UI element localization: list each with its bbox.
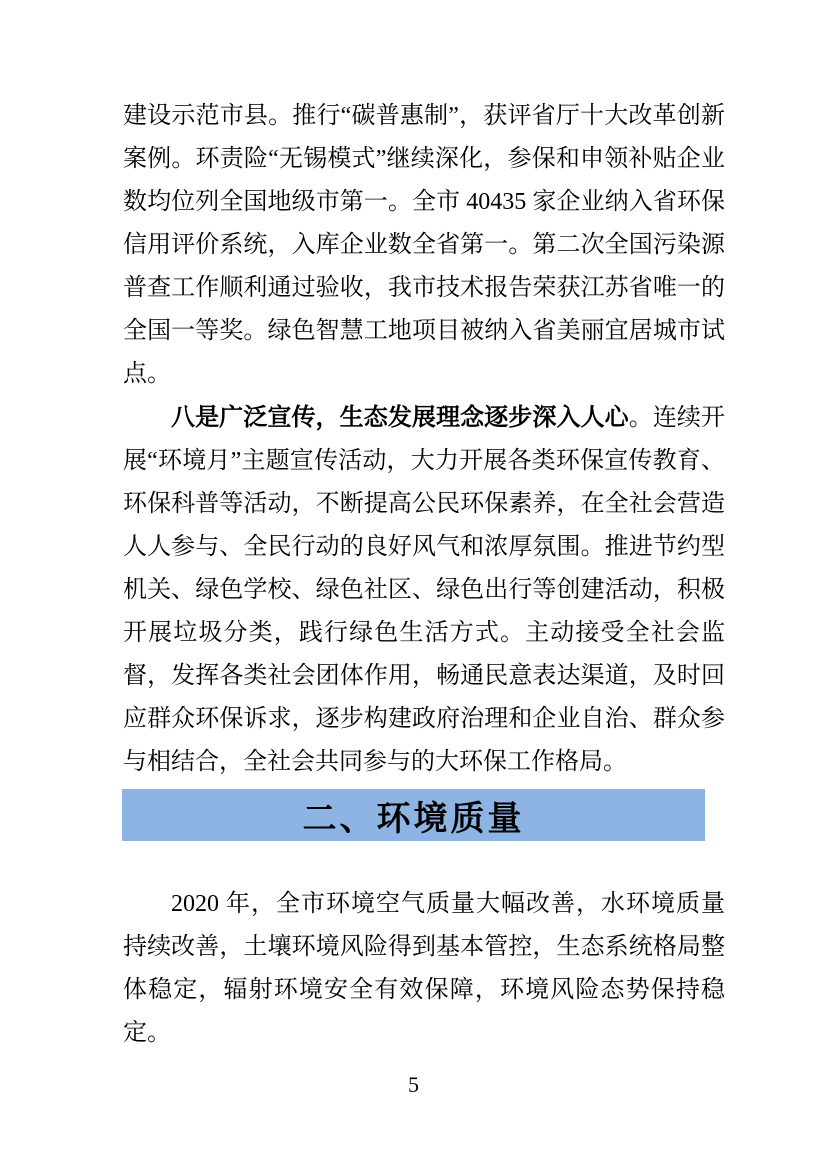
- paragraph-eight-body: 。连续开展“环境月”主题宣传活动，大力开展各类环保宣传教育、环保科普等活动，不断提高公民环保素养，在全社会营造人人参与、全民行动的良好风气和浓厚氛围。推进节约型机关、绿色学校、绿色社区、绿色出行等创建活动，积极开展垃圾分类，践行绿色生活方式。主动接受全社会监督，发挥各类社会团体作用，畅通民意表达渠道，及时回应群众环保诉求，逐步构建政府治理和企业自治、群众参与相结合，全社会共同参与的大环保工作格局。: [123, 405, 726, 775]
- paragraph-2020: 2020 年，全市环境空气质量大幅改善，水环境质量持续改善，土壤环境风险得到基本管控，生态系统格局整体稳定，辐射环境安全有效保障，环境风险态势保持稳定。: [123, 891, 725, 1046]
- paragraph-eight: [123, 396, 725, 784]
- section-heading-banner: [122, 789, 705, 841]
- page-number: 5: [408, 1072, 419, 1097]
- paragraph-eight-lead: 八是广泛宣传，生态发展理念逐步深入人心: [171, 404, 629, 431]
- section-heading: 二、环境质量: [302, 800, 525, 838]
- page-body: [123, 95, 725, 1055]
- paragraph-continuation: 建设示范市县。推行“碳普惠制”，获评省厅十大改革创新案例。环责险“无锡模式”继续深化，参保和申领补贴企业数均位列全国地级市第一。全市 40435 家企业纳入省环保信用评价系统，入库企业数全省第一。第二次全国污染源普查工作顺利通过验收，我市技术报告荣获江苏省唯一的全国一等奖。绿色智慧工地项目被纳入省美丽宜居城市试点。: [123, 103, 725, 387]
